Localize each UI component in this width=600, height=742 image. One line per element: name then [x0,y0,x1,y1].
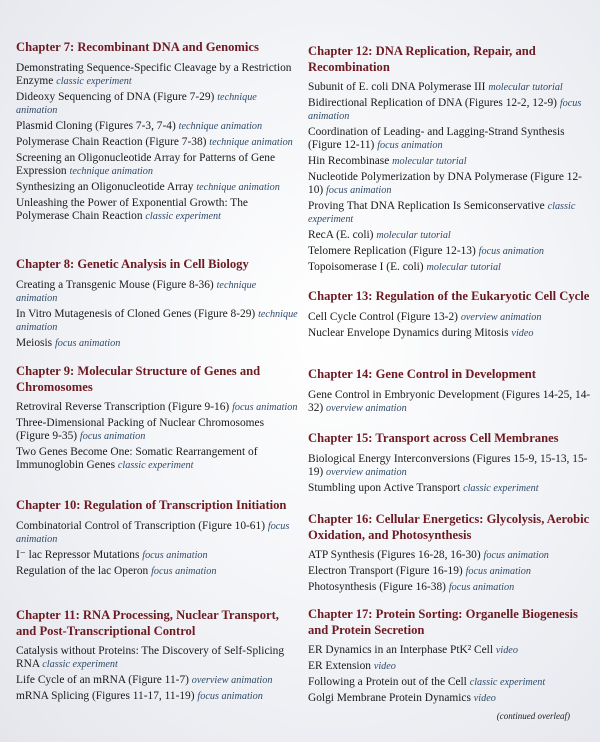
media-type-classic-experiment: classic experiment [308,201,576,225]
media-entry[interactable] [16,401,299,414]
entry-title: Demonstrating Sequence-Specific Cleavage by a Restriction Enzyme [16,61,292,87]
media-type-overview-animation: overview animation [191,675,273,686]
media-type-technique-animation: technique animation [16,308,298,333]
media-entry[interactable] [308,126,594,152]
media-entry[interactable] [16,645,299,671]
entry-list [308,453,594,495]
media-type-focus-animation: focus animation [197,691,263,702]
media-entry[interactable] [308,261,594,274]
media-type-focus-animation: focus animation [478,246,545,257]
entry-title: ATP Synthesis (Figures 16-28, 16-30) [308,549,481,561]
chapter-title: Chapter 11: RNA Processing, Nuclear Transport, and Post-Transcriptional Control [16,608,279,638]
media-entry[interactable] [308,311,594,324]
chapter-section [16,498,299,578]
entry-title: ER Extension [308,660,371,672]
media-type-video: video [511,327,534,339]
entry-title: Polymerase Chain Reaction (Figure 7-38) [16,135,207,148]
media-type-technique-animation: technique animation [196,181,280,193]
media-type-molecular-tutorial: molecular tutorial [392,156,467,167]
entry-title: Two Genes Become One: Somatic Rearrangement of Immunoglobin Genes [16,446,258,471]
media-type-technique-animation: technique animation [69,165,153,177]
media-type-focus-animation: focus animation [465,566,531,577]
entry-title: Coordination of Leading- and Lagging-Strand Synthesis (Figure 12-11) [308,126,565,151]
entry-list [308,549,594,594]
media-type-focus-animation: focus animation [326,185,392,196]
entry-title: Catalysis without Proteins: The Discovery of Self-Splicing RNA [16,645,285,670]
entry-title: Combinatorial Control of Transcription (Figure 10-61) [16,519,265,532]
media-entry[interactable] [308,200,594,226]
media-entry[interactable] [16,674,299,687]
chapter-section [308,512,594,594]
media-type-classic-experiment: classic experiment [42,659,118,670]
entry-title: Proving That DNA Replication Is Semiconservative [308,200,545,212]
media-type-focus-animation: focus animation [308,98,582,122]
entry-title: Hin Recombinase [308,155,390,167]
chapter-title: Chapter 15: Transport across Cell Membranes [308,431,559,445]
media-type-video: video [495,645,518,656]
media-entry[interactable] [308,97,594,123]
media-entry[interactable] [16,417,299,443]
entry-title: Nucleotide Polymerization by DNA Polymerase (Figure 12-10) [308,171,582,196]
media-type-focus-animation: focus animation [151,565,217,577]
entry-title: Unleashing the Power of Exponential Growth: The Polymerase Chain Reaction [16,196,248,222]
media-type-classic-experiment: classic experiment [469,677,546,688]
media-entry[interactable] [16,136,299,149]
entry-title: Bidirectional Replication of DNA (Figures 12-2, 12-9) [308,97,557,109]
media-type-video: video [473,693,496,704]
media-type-technique-animation: technique animation [16,279,257,304]
entry-list [16,520,299,578]
entry-title: Synthesizing an Oligonucleotide Array [16,180,194,193]
entry-title: Plasmid Cloning (Figures 7-3, 7-4) [16,119,176,132]
entry-title: Following a Protein out of the Cell [308,676,467,688]
media-type-classic-experiment: classic experiment [463,482,539,494]
media-entry[interactable] [16,197,299,223]
media-type-overview-animation: overview animation [326,466,407,478]
media-type-focus-animation: focus animation [54,337,121,349]
media-entry[interactable] [308,389,594,415]
entry-list [16,645,299,703]
media-entry[interactable] [308,549,594,562]
chapter-title: Chapter 16: Cellular Energetics: Glycolysis, Aerobic Oxidation, and Photosynthesis [308,512,590,542]
media-type-focus-animation: focus animation [16,520,290,545]
entry-list [308,389,594,415]
entry-title: Creating a Transgenic Mouse (Figure 8-36) [16,278,214,291]
media-entry[interactable] [16,62,299,88]
media-entry[interactable] [308,660,594,673]
chapter-section [308,44,594,274]
entry-title: Life Cycle of an mRNA (Figure 11-7) [16,674,189,686]
media-entry[interactable] [16,152,299,178]
media-type-focus-animation: focus animation [79,431,146,442]
media-entry[interactable] [16,308,299,334]
entry-title: Nuclear Envelope Dynamics during Mitosis [308,326,509,339]
media-type-classic-experiment: classic experiment [145,210,221,222]
entry-title: Meiosis [16,336,53,349]
media-entry[interactable] [16,565,299,578]
media-type-molecular-tutorial: molecular tutorial [488,82,563,93]
media-type-technique-animation: technique animation [178,120,263,132]
media-type-classic-experiment: classic experiment [117,460,194,471]
entry-title: mRNA Splicing (Figures 11-17, 11-19) [16,690,195,702]
media-entry[interactable] [308,229,594,242]
entry-list [308,311,594,340]
media-type-molecular-tutorial: molecular tutorial [426,262,501,273]
media-entry[interactable] [16,279,299,305]
entry-list [308,81,594,274]
entry-list [308,644,594,705]
entry-title: Stumbling upon Active Transport [308,481,461,494]
chapter-section [16,608,299,703]
entry-title: Cell Cycle Control (Figure 13-2) [308,310,458,323]
entry-title: Screening an Oligonucleotide Array for Patterns of Gene Expression [16,151,276,177]
media-type-technique-animation: technique animation [16,91,257,116]
chapter-title: Chapter 17: Protein Sorting: Organelle Biogenesis and Protein Secretion [308,607,578,637]
media-type-molecular-tutorial: molecular tutorial [376,230,451,241]
chapter-section [308,607,594,705]
media-entry[interactable] [308,581,594,594]
entry-title: Biological Energy Interconversions (Figures 15-9, 15-13, 15-19) [308,452,588,478]
media-entry[interactable] [308,81,594,94]
media-entry[interactable] [308,453,594,479]
media-entry[interactable] [308,644,594,657]
chapter-section [308,289,594,340]
media-entry[interactable] [16,549,299,562]
entry-title: Electron Transport (Figure 16-19) [308,565,463,577]
continued-note: (continued overleaf) [496,711,570,721]
entry-title: RecA (E. coli) [308,229,374,241]
chapter-title: Chapter 8: Genetic Analysis in Cell Biology [16,257,249,271]
media-entry[interactable] [308,565,594,578]
chapter-section [16,364,299,472]
chapter-section [308,431,594,495]
media-entry[interactable] [308,482,594,495]
media-entry[interactable] [16,690,299,703]
chapter-section [16,257,299,350]
chapter-title: Chapter 10: Regulation of Transcription Initiation [16,498,287,512]
entry-title: Gene Control in Embryonic Development (Figures 14-25, 14-32) [308,388,591,414]
media-entry[interactable] [308,692,594,705]
chapter-title: Chapter 13: Regulation of the Eukaryotic Cell Cycle [308,289,590,303]
media-entry[interactable] [16,120,299,133]
entry-title: In Vitro Mutagenesis of Cloned Genes (Figure 8-29) [16,307,256,320]
media-type-overview-animation: overview animation [460,311,542,323]
media-type-classic-experiment: classic experiment [56,75,132,87]
entry-title: Topoisomerase I (E. coli) [308,261,424,273]
media-type-focus-animation: focus animation [483,550,549,561]
entry-list [16,401,299,472]
media-type-focus-animation: focus animation [232,402,298,413]
media-entry[interactable] [16,91,299,117]
entry-title: Telomere Replication (Figure 12-13) [308,245,476,257]
chapter-title: Chapter 14: Gene Control in Development [308,367,536,381]
chapter-title: Chapter 12: DNA Replication, Repair, and Recombination [308,44,536,74]
media-type-video: video [373,661,396,672]
chapter-title: Chapter 7: Recombinant DNA and Genomics [16,40,259,54]
chapter-section [308,367,594,415]
media-type-focus-animation: focus animation [377,140,443,151]
media-entry[interactable] [308,171,594,197]
media-type-technique-animation: technique animation [209,136,293,148]
entry-title: Dideoxy Sequencing of DNA (Figure 7-29) [16,90,215,103]
media-entry[interactable] [16,181,299,194]
media-type-focus-animation: focus animation [142,549,208,561]
entry-title: I⁻ lac Repressor Mutations [16,548,140,561]
entry-title: Three-Dimensional Packing of Nuclear Chromosomes (Figure 9-35) [16,417,264,442]
media-type-focus-animation: focus animation [448,582,515,593]
entry-title: ER Dynamics in an Interphase PtK² Cell [308,644,493,656]
media-entry[interactable] [16,337,299,350]
chapter-title: Chapter 9: Molecular Structure of Genes and Chromosomes [16,364,261,394]
media-entry[interactable] [308,155,594,168]
media-entry[interactable] [308,327,594,340]
media-entry[interactable] [308,245,594,258]
media-entry[interactable] [16,520,299,546]
entry-title: Subunit of E. coli DNA Polymerase III [308,81,486,93]
chapter-section [16,40,299,223]
entry-list [16,62,299,223]
entry-title: Retroviral Reverse Transcription (Figure 9-16) [16,401,230,413]
entry-title: Photosynthesis (Figure 16-38) [308,581,446,593]
media-entry[interactable] [308,676,594,689]
entry-title: Regulation of the lac Operon [16,564,149,577]
entry-title: Golgi Membrane Protein Dynamics [308,692,471,704]
entry-list [16,279,299,350]
media-entry[interactable] [16,446,299,472]
media-type-overview-animation: overview animation [326,402,407,414]
